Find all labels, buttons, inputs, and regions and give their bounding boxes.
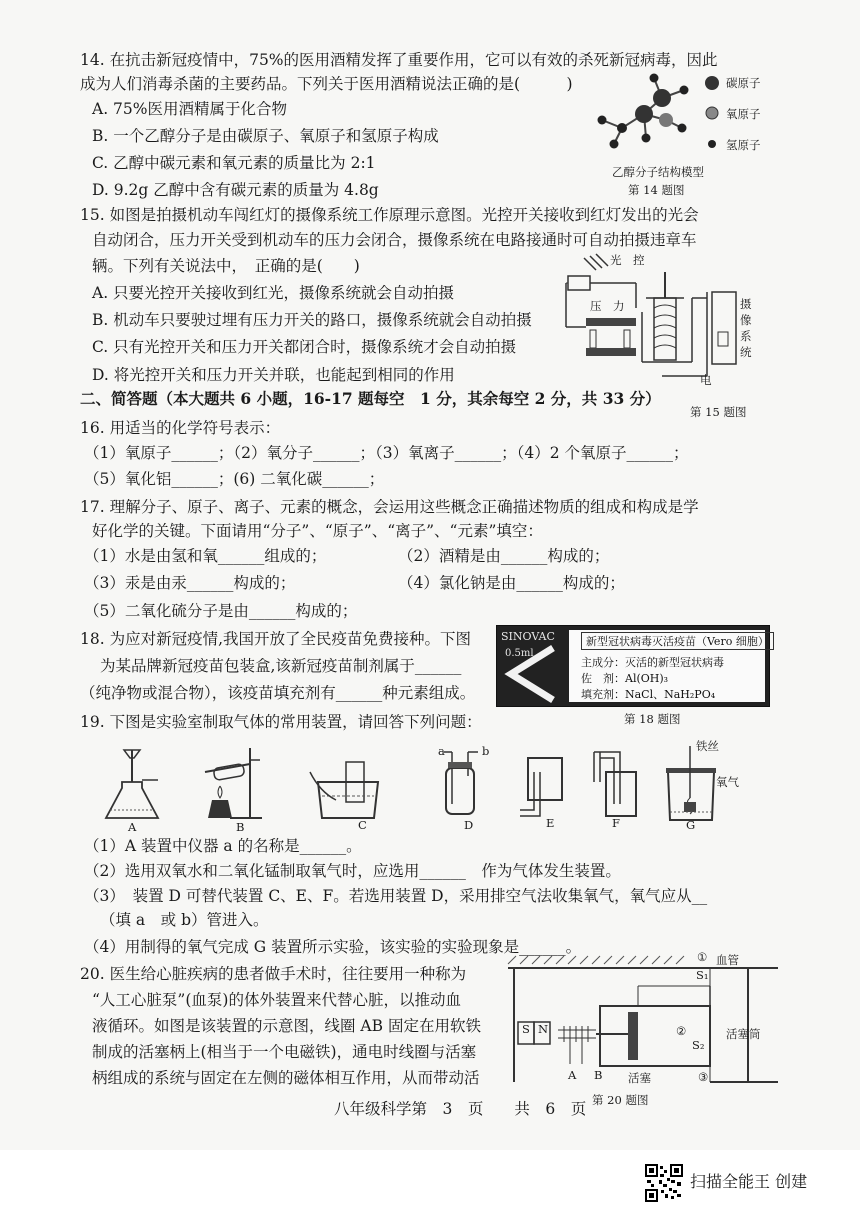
q17-item-3: （3）汞是由汞______构成的； [84, 574, 296, 592]
label-piston-cylinder: 活塞筒 [726, 1027, 761, 1041]
label-power: 电 [700, 373, 712, 387]
q19-part3-cont: （填 a 或 b）管进入。 [100, 911, 269, 929]
label-camera-system: 摄像系统 [740, 297, 752, 359]
tube-label-a: a [438, 744, 445, 758]
q16-line2: （5）氧化铝______；(6) 二氧化碳______； [84, 470, 385, 488]
apparatus-label-d: D [464, 818, 474, 832]
q19-part1: （1）A 装置中仪器 a 的名称是______。 [84, 837, 362, 855]
label-port-3: ③ [698, 1070, 709, 1084]
q19-stem: 19. 下图是实验室制取气体的常用装置，请回答下列问题： [80, 713, 482, 731]
q20-stem-line4: 制成的活塞柄上(相当于一个电磁铁)，通电时线圈与活塞 [92, 1043, 477, 1061]
q15-circuit-diagram [562, 252, 762, 392]
label-blood-vessel: 血管 [716, 953, 739, 967]
q20-stem-line2: “人工心脏泵”(血泵)的体外装置来代替心脏，以推动血 [92, 991, 461, 1009]
q17-item-1: （1）水是由氢和氧______组成的； [84, 547, 327, 565]
section-2-heading: 二、简答题（本大题共 6 小题，16-17 题每空 1 分，其余每空 2 分，共 33 分） [80, 389, 661, 408]
vaccine-ingredient: 主成分：灭活的新型冠状病毒 [581, 656, 724, 669]
scanner-footer [0, 1150, 860, 1217]
q17-item-4: （4）氯化钠是由______构成的； [398, 574, 625, 592]
apparatus-a [106, 750, 158, 818]
page-footer: 八年级科学第 3 页 共 6 页 [334, 1100, 587, 1118]
legend-hydrogen: 氢原子 [726, 138, 761, 152]
q14-figure-caption: 第 14 题图 [628, 183, 685, 197]
legend-carbon: 碳原子 [726, 76, 761, 90]
q14-option-c: C. 乙醇中碳元素和氧元素的质量比为 2:1 [92, 154, 376, 172]
scanner-watermark: 扫描全能王 创建 [690, 1172, 808, 1191]
q15-stem-line1: 15. 如图是拍摄机动车闯红灯的摄像系统工作原理示意图。光控开关接收到红灯发出的光会 [80, 206, 699, 224]
q20-figure-caption: 第 20 题图 [592, 1093, 649, 1107]
apparatus-e [520, 758, 562, 816]
q18-figure-caption: 第 18 题图 [624, 712, 681, 726]
q14-option-d: D. 9.2g 乙醇中含有碳元素的质量为 4.8g [92, 181, 379, 199]
q15-stem-line2: 自动闭合，压力开关受到机动车的压力会闭合，摄像系统在电路接通时可自动拍摄违章车 [92, 231, 697, 249]
label-switch-s1: S₁ [696, 968, 709, 982]
label-switch-s2: S₂ [692, 1038, 705, 1052]
qr-code-icon [645, 1164, 683, 1202]
q15-option-d: D. 将光控开关和压力开关并联，也能起到相同的作用 [92, 366, 455, 384]
label-piston: 活塞 [628, 1071, 651, 1085]
label-iron-wire: 铁丝 [696, 739, 719, 753]
apparatus-label-f: F [612, 816, 620, 830]
apparatus-label-e: E [546, 816, 555, 830]
q14-stem-line2: 成为人们消毒杀菌的主要药品。下列关于医用酒精说法正确的是( ) [80, 75, 573, 93]
q15-option-c: C. 只有光控开关和压力开关都闭合时，摄像系统才会自动拍摄 [92, 338, 517, 356]
ethanol-molecule-model [592, 68, 702, 158]
q17-stem-line2: 好化学的关键。下面请用“分子”、“原子”、“离子”、“元素”填空： [92, 522, 543, 540]
q17-item-2: （2）酒精是由______构成的； [398, 547, 610, 565]
apparatus-g [666, 746, 716, 820]
label-port-2: ② [676, 1024, 687, 1038]
label-port-1: ① [697, 950, 708, 964]
q20-stem-line1: 20. 医生给心脏疾病的患者做手术时，往往要用一种称为 [80, 965, 467, 983]
q18-stem-line3: （纯净物或混合物），该疫苗填充剂有______种元素组成。 [80, 684, 476, 702]
label-magnet-s: S [522, 1022, 530, 1036]
q15-figure-caption: 第 15 题图 [690, 405, 747, 419]
q15-option-a: A. 只要光控开关接收到红光，摄像系统就会自动拍摄 [92, 284, 455, 302]
apparatus-d [444, 752, 478, 814]
label-oxygen: 氧气 [716, 775, 739, 789]
q20-stem-line3: 液循环。如图是该装置的示意图，线圈 AB 固定在用软铁 [92, 1017, 481, 1035]
q14-option-b: B. 一个乙醇分子是由碳原子、氧原子和氢原子构成 [92, 127, 439, 145]
apparatus-label-c: C [358, 818, 367, 832]
q19-part2: （2）选用双氧水和二氧化锰制取氧气时，应选用______ 作为气体发生装置。 [84, 862, 621, 880]
q17-stem-line1: 17. 理解分子、原子、离子、元素的概念，会运用这些概念正确描述物质的组成和构成是学 [80, 498, 699, 516]
q17-item-5: （5）二氧化硫分子是由______构成的； [84, 602, 358, 620]
tube-label-b: b [482, 744, 490, 758]
apparatus-b [205, 748, 262, 818]
q19-apparatus-figure [100, 742, 720, 834]
q15-stem-line3: 辆。下列有关说法中， 正确的是( ) [92, 257, 360, 275]
label-light-switch: 光 控 [610, 253, 645, 267]
q18-stem-line2: 为某品牌新冠疫苗包装盒,该新冠疫苗制剂属于______ [100, 657, 462, 675]
q14-stem-line1: 14. 在抗击新冠疫情中，75%的医用酒精发挥了重要作用，它可以有效的杀死新冠病毒，因此 [80, 51, 718, 69]
q16-stem: 16. 用适当的化学符号表示： [80, 419, 281, 437]
apparatus-f [594, 752, 636, 816]
q20-stem-line5: 柄组成的系统与固定在左侧的磁体相互作用，从而带动活 [92, 1069, 480, 1087]
vaccine-box-image [496, 625, 770, 707]
q16-line1: （1）氧原子______；（2）氧分子______；（3）氧离子______；（4）2 个氧原子______； [84, 444, 689, 462]
apparatus-label-b: B [236, 820, 245, 834]
label-pressure-switch: 压 力 [590, 299, 625, 313]
q14-option-a: A. 75%医用酒精属于化合物 [92, 100, 287, 118]
q20-blood-pump-diagram [508, 950, 788, 1090]
q18-stem-line1: 18. 为应对新冠疫情,我国开放了全民疫苗免费接种。下图 [80, 630, 472, 648]
molecule-legend-icons [703, 76, 723, 156]
vaccine-filler: 填充剂：NaCl、NaH₂PO₄ [581, 688, 716, 701]
label-coil-a: A [568, 1068, 577, 1082]
q19-part3: （3） 装置 D 可替代装置 C、E、F。若选用装置 D，采用排空气法收集氧气，氧气应从__ [84, 887, 708, 905]
molecule-model-label: 乙醇分子结构模型 [612, 165, 704, 179]
vaccine-adjuvant: 佐 剂：Al(OH)₃ [581, 672, 669, 685]
q19-part4: （4）用制得的氧气完成 G 装置所示实验，该实验的实验现象是______。 [84, 938, 582, 956]
apparatus-label-a: A [128, 820, 137, 834]
apparatus-c [310, 762, 378, 818]
vaccine-title: 新型冠状病毒灭活疫苗（Vero 细胞） [581, 632, 774, 650]
label-magnet-n: N [538, 1022, 549, 1036]
label-coil-b: B [594, 1068, 603, 1082]
vaccine-dose: 0.5ml [505, 648, 534, 659]
q15-option-b: B. 机动车只要驶过埋有压力开关的路口，摄像系统就会自动拍摄 [92, 311, 532, 329]
vaccine-brand: SINOVAC [501, 630, 555, 643]
legend-oxygen: 氧原子 [726, 107, 761, 121]
apparatus-label-g: G [686, 818, 696, 832]
